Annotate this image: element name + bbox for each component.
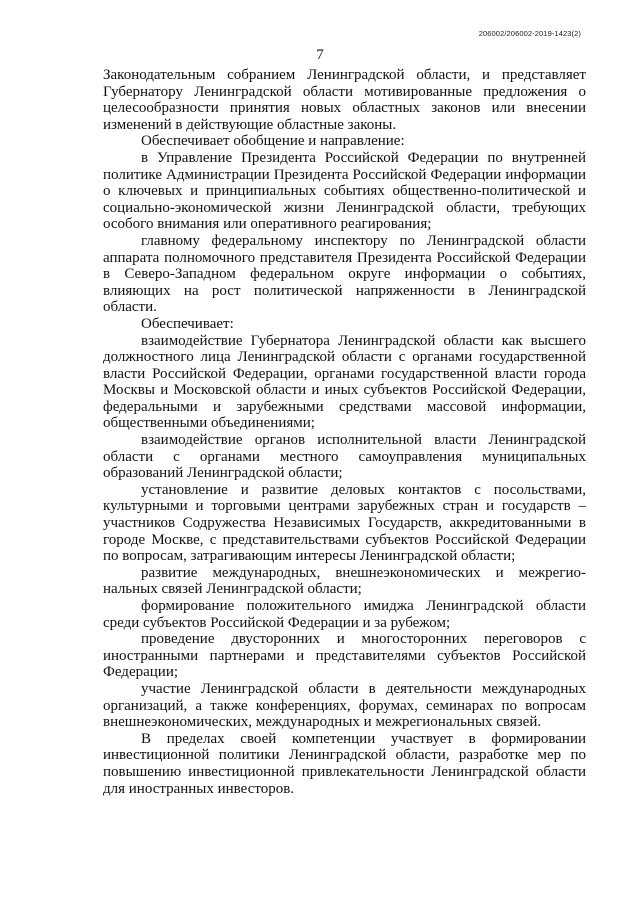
paragraph: проведение двусторонних и многосторонних переговоров с иностранными партнерами и представителями субъектов Российской Федерации; bbox=[103, 631, 586, 681]
paragraph: взаимодействие Губернатора Ленинградской области как высшего должностного лица Ленинградской области с органами государственной власти Российской Федерации, органами государственной власти города Москвы и Московской области и иных субъектов Российской Федерации, федеральными и зарубежными средствами массовой информации, общественными объединениями; bbox=[103, 332, 586, 432]
paragraph: взаимодействие органов исполнительной власти Ленинградской области с органами местного самоуправления муниципальных образований Ленинградской области; bbox=[103, 432, 586, 482]
paragraph: в Управление Президента Российской Федерации по внутренней политике Администрации Президента Российской Федерации информации о ключевых и принципиальных событиях общественно-политической и социально-экономической жизни Ленинградской области, требующих особого внимания или оперативного реагирования; bbox=[103, 149, 586, 233]
paragraph: участие Ленинградской области в деятельности международных организаций, а также конференциях, форумах, семинарах по вопросам внешнеэкономических, международных и межрегиональных связей. bbox=[103, 680, 586, 731]
page-number: 7 bbox=[316, 47, 324, 63]
document-id: 206002/206002-2019-1423(2) bbox=[478, 29, 581, 38]
paragraph: В пределах своей компетенции участвует в формировании инвестиционной политики Ленинградской области, разработке мер по повышению инвестиционной привлекательности Ленинградской области для иностранных инвесторов. bbox=[103, 730, 586, 797]
paragraph: главному федеральному инспектору по Ленинградской области аппарата полномочного представителя Президента Российской Федерации в Северо-Западном федеральном округе информации о событиях, влияющих на рост политической напряженности в Ленинградской области. bbox=[103, 232, 586, 316]
paragraph: развитие международных, внешнеэкономических и межрегио-нальных связей Ленинградской области; bbox=[103, 564, 586, 598]
document-body bbox=[103, 67, 586, 797]
paragraph: Обеспечивает: bbox=[141, 315, 234, 332]
paragraph: установление и развитие деловых контактов с посольствами, культурными и торговыми центрами зарубежных стран и государств – участников Содружества Независимых Государств, аккредитованными в городе Москве, с представительствами субъектов Российской Федерации по вопросам, затрагивающим интересы Ленинградской области; bbox=[103, 481, 586, 565]
paragraph: формирование положительного имиджа Ленинградской области среди субъектов Российской Федерации и за рубежом; bbox=[103, 598, 586, 631]
paragraph: Законодательным собранием Ленинградской области, и представляет Губернатору Ленинградской области мотивированные предложения о целесообразности принятия новых областных законов или внесении изменений в действующие областные законы. bbox=[103, 67, 586, 133]
paragraph: Обеспечивает обобщение и направление: bbox=[141, 133, 405, 150]
